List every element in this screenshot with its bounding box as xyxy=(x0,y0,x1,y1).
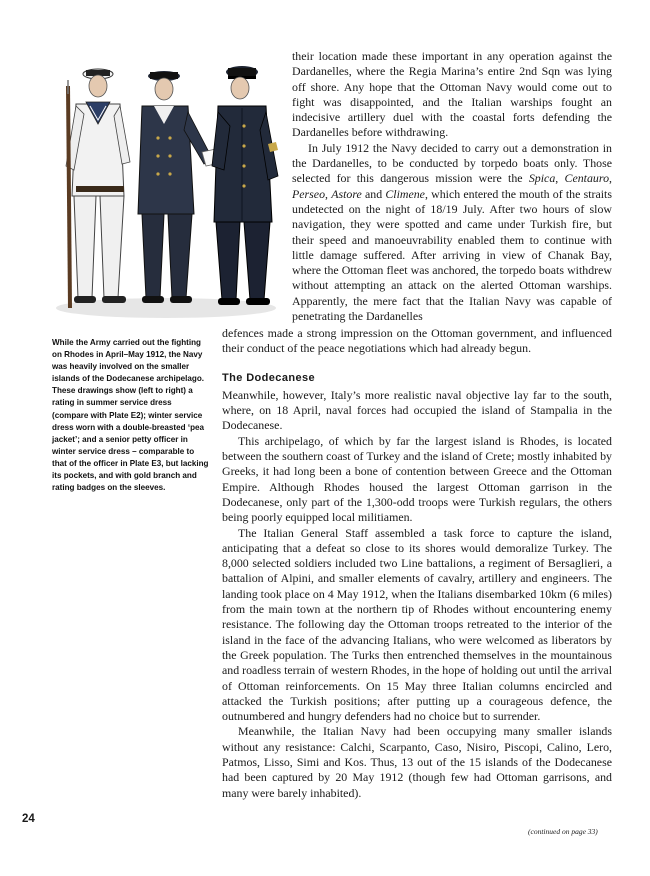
rating-winter-dress-figure xyxy=(138,71,212,303)
illustration-caption: While the Army carried out the fighting on Rhodes in April–May 1912, the Navy was heavily involved on the smaller islands of the Dodecanese archipelago. These drawings show (left to right) a rating in summer service dress (compare with Plate E2); winter service dress worn with a double-breasted ‘pea jacket’; and a senior petty officer in winter service dress – comparable to that of the officer in Plate E3, but lacking its pockets, and with gold branch and rating badges on the sleeves. xyxy=(52,338,209,493)
continued-note: (continued on page 33) xyxy=(528,827,598,836)
top-column xyxy=(292,49,612,324)
ship-name: Perseo xyxy=(292,186,326,201)
paragraph-text: , which entered the mouth of the straits undetected on the night of 18/19 July. After two hours of slow navigation, they were spotted and came under Turkish fire, but their speed and manoeuvrability enabled them to continue with little damage suffered. After arriving in view of Chanak Bay, where the Ottoman fleet was anchored, the torpedo boats withdrew without attempting an attack on the alerted Ottoman warships. Apparently, the mere fact that the Italian Navy was capable of penetrating the Dardanelles xyxy=(292,186,612,324)
paragraph: Meanwhile, the Italian Navy had been occupying many smaller islands without any resistance: Calchi, Scarpanto, Caso, Nisiro, Piscopi, Calino, Lero, Patmos, Lisso, Simi and Kos. Thus, 13 out of the 15 islands of the Dodecanese had been captured by 20 May 1912 (though few had Ottoman garrisons, and many were barely inhabited). xyxy=(222,724,612,800)
paragraph: This archipelago, of which by far the largest island is Rhodes, is located between the southern coast of Turkey and the island of Crete; mostly inhabited by Greeks, it had long been a bone of contention between Greece and the Ottoman Empire. Although Rhodes housed the largest Ottoman garrison in the Dodecanese, only part of the 1,300-odd troops were Turkish regulars, the others being poorly equipped local militiamen. xyxy=(222,433,612,525)
paragraph: The Italian General Staff assembled a task force to capture the island, anticipating that a defeat so close to its shores would demoralize Turkey. The 8,000 selected soldiers included two Line battalions, a regiment of Bersaglieri, a battalion of Alpini, and smaller elements of cavalry, artillery and engineers. The landing took place on 4 May 1912, when the Italians disembarked 10km (6 miles) from the main town at the northern tip of Rhodes without encountering enemy resistance. The following day the Ottoman troops retreated to the interior of the island in the face of the advancing Italians, who were welcomed as liberators by the Greek population. The Turks then entrenched themselves in the mountainous and roadless terrain of western Rhodes, in the hope of holding out until the arrival of Ottoman reinforcements. On 15 May three Italian columns encircled and attacked the Turkish positions; after putting up a courageous defence, the outnumbered and hungry defenders had no choice but to surrender. xyxy=(222,525,612,724)
paragraph: defences made a strong impression on the Ottoman government, and influenced their conduct of the peace negotiations which had already begun. xyxy=(222,326,612,356)
sailors-illustration-icon xyxy=(46,46,286,331)
ship-name: Climene xyxy=(385,186,425,201)
page-number: 24 xyxy=(22,813,35,825)
paragraph: Meanwhile, however, Italy’s more realistic naval objective lay far to the south, where, on 18 April, naval forces had occupied the island of Stampalia in the Dodecanese. xyxy=(222,387,612,433)
ship-name: Spica xyxy=(528,171,556,186)
paragraph-text: In July 1912 the Navy decided to carry out a demonstration in the Dardanelles, to be conducted by torpedo boats only. Those selected for this dangerous mission were the xyxy=(292,140,612,186)
paragraph: In July 1912 the Navy decided to carry out a demonstration in the Dardanelles, to be conducted by torpedo boats only. Those selected for this dangerous mission were the Spica, Centauro, Perseo, Astore and Climene, which entered the mouth of the straits undetected on the night of 18/19 July. After two hours of slow navigation, they were spotted and came under Turkish fire, but their speed and manoeuvrability enabled them to continue with little damage suffered. After arriving in view of Chanak Bay, where the Ottoman fleet was anchored, the torpedo boats withdrew without attempting an attack on the alerted Ottoman warships. Apparently, the mere fact that the Italian Navy was capable of penetrating the Dardanelles xyxy=(292,140,612,324)
ship-name: Astore xyxy=(331,186,362,201)
rating-summer-dress-figure xyxy=(66,69,130,308)
section-heading: The Dodecanese xyxy=(222,371,316,384)
paragraph: their location made these important in any operation against the Dardanelles, where the Regia Marina’s entire 2nd Sqn was lying off shore. Any hope that the Ottoman Navy would come out to fight was disappointed, and the Italian warships fought an indecisive artillery duel with the coastal forts defending the Dardanelles before withdrawing. xyxy=(292,49,612,140)
sailors-illustration xyxy=(46,46,286,331)
petty-officer-figure xyxy=(212,66,278,305)
main-column xyxy=(222,326,612,801)
ship-name: Centauro xyxy=(564,171,610,186)
